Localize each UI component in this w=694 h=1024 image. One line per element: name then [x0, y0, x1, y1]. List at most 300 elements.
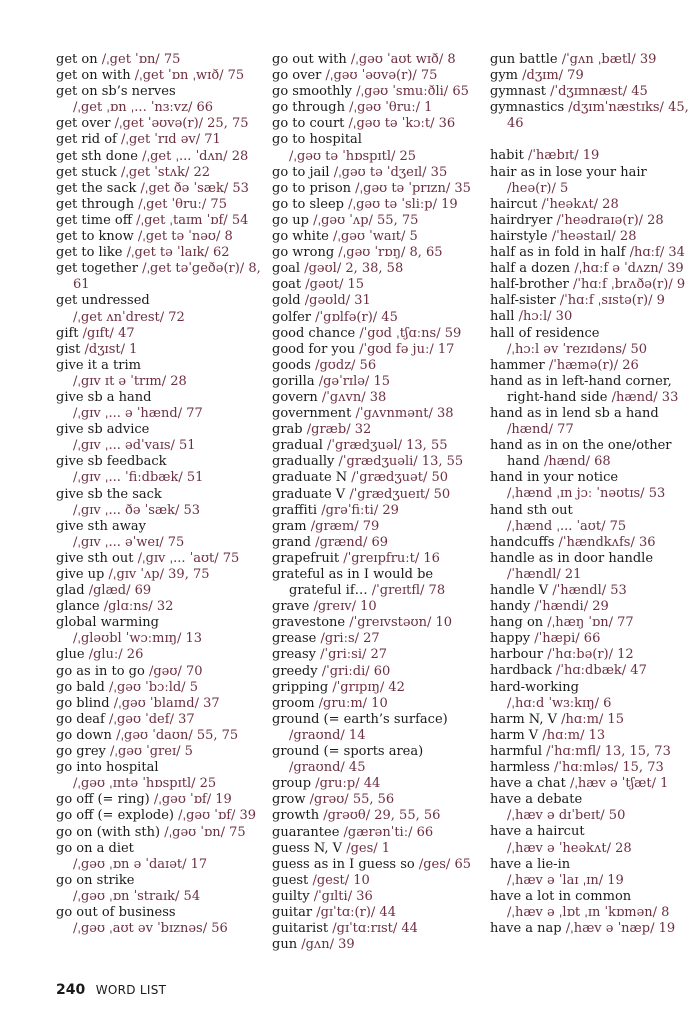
word-entry: [490, 599, 688, 615]
entry-line: [272, 583, 484, 599]
entry-line: [490, 261, 688, 277]
word-entry: [272, 68, 484, 84]
word-entry: [272, 841, 484, 857]
entry-line: [272, 374, 484, 390]
headword: have a chat: [490, 776, 566, 792]
entry-line: [272, 438, 484, 454]
headword: grab: [272, 422, 303, 438]
pronunciation: /greɪv/ 10: [313, 599, 377, 615]
word-entry: [56, 551, 262, 567]
entry-line: [272, 937, 484, 953]
word-entry: [490, 52, 688, 68]
headword: graduate V: [272, 486, 346, 502]
pronunciation: /ˌget ðə ˈsæk/ 53: [140, 180, 249, 196]
headword: harbour: [490, 647, 544, 663]
word-entry: [56, 181, 262, 197]
word-entry: [272, 808, 484, 824]
entry-line: [272, 905, 484, 921]
entry-line: [490, 165, 688, 181]
word-entry: [272, 615, 484, 631]
headword: hand as in left-hand corner,: [490, 373, 672, 389]
entry-line: [272, 261, 484, 277]
word-entry: [490, 438, 688, 470]
headword: habit: [490, 148, 524, 164]
entry-line: [272, 647, 484, 663]
word-entry: [272, 245, 484, 261]
entry-line: [272, 535, 484, 551]
headword: get to know: [56, 229, 134, 245]
pronunciation: /ˈgrɪpɪŋ/ 42: [332, 679, 405, 695]
word-entry: [490, 100, 688, 132]
headword: hand sth out: [490, 502, 573, 518]
headword: happy: [490, 631, 531, 647]
headword: growth: [272, 808, 320, 824]
headword: gun: [272, 937, 298, 953]
headword: hard-working: [490, 679, 579, 695]
headword: get undressed: [56, 293, 150, 309]
headword: harmless: [490, 760, 550, 776]
entry-line: [490, 841, 688, 857]
entry-line: [490, 293, 688, 309]
entry-line: [56, 664, 262, 680]
headword: get on sb’s nerves: [56, 84, 176, 100]
page-footer: [56, 982, 166, 998]
entry-line: [56, 149, 262, 165]
word-entry: [272, 342, 484, 358]
word-entry: [272, 165, 484, 181]
pronunciation: /ˈgɒlfə(r)/ 45: [315, 309, 398, 325]
headword: go white: [272, 229, 329, 245]
word-entry: [272, 132, 484, 164]
pronunciation: /ˈgʊd ˌtʃɑːns/ 59: [359, 325, 462, 341]
pronunciation: /ˌget ˈstʌk/ 22: [120, 164, 211, 180]
word-entry: [56, 342, 262, 358]
headword: get the sack: [56, 180, 137, 196]
entry-line: [56, 631, 262, 647]
word-entry: [56, 422, 262, 454]
pronunciation: /ˌgəʊ tə ˈsliːp/ 19: [348, 196, 458, 212]
pronunciation: /glɑːns/ 32: [103, 599, 174, 615]
headword: go on strike: [56, 872, 135, 888]
headword: have a nap: [490, 920, 562, 936]
pronunciation: /græb/ 32: [306, 422, 372, 438]
pronunciation: /ˌgɪv ˌ... ˈfiːdbæk/ 51: [73, 470, 204, 486]
word-entry: [56, 68, 262, 84]
headword: go deaf: [56, 711, 105, 727]
entry-line: [56, 744, 262, 760]
entry-line: [272, 744, 484, 760]
headword: get through: [56, 196, 135, 212]
entry-line: [272, 776, 484, 792]
pronunciation: /ˈhæpi/ 66: [534, 631, 601, 647]
headword: graduate N: [272, 470, 348, 486]
entry-line: [56, 213, 262, 229]
pronunciation: /ˌgəʊ ˈɒf/ 19: [153, 792, 232, 808]
headword: grapefruit: [272, 550, 340, 566]
entry-line: [56, 905, 262, 921]
pronunciation: /ˌhæv ə ˈlaɪ ˌɪn/ 19: [507, 872, 624, 888]
pronunciation: /gluː/ 26: [88, 647, 144, 663]
entry-line: [490, 486, 688, 502]
word-entry: [56, 261, 262, 293]
word-entry: [490, 824, 688, 856]
headword: half-sister: [490, 293, 556, 309]
headword: have a lot in common: [490, 888, 632, 904]
headword: go over: [272, 68, 322, 84]
word-entry: [272, 519, 484, 535]
word-entry: [490, 374, 688, 406]
entry-line: [272, 487, 484, 503]
word-entry: [272, 503, 484, 519]
pronunciation: /ˌgɪv ˌ... ə ˈhænd/ 77: [73, 406, 203, 422]
word-entry: [272, 197, 484, 213]
word-entry: [272, 744, 484, 776]
headword: ground (= earth’s surface): [272, 711, 448, 727]
pronunciation: /ˌhænd ˌ... ˈaʊt/ 75: [507, 518, 627, 534]
entry-line: [56, 921, 262, 937]
headword: handle as in door handle: [490, 550, 654, 566]
word-entry: [56, 615, 262, 647]
entry-line: [56, 181, 262, 197]
word-entry: [272, 181, 484, 197]
headword: harmful: [490, 743, 543, 759]
pronunciation: /ˌgəʊ tə ˈprɪzn/ 35: [355, 180, 471, 196]
pronunciation: /hɔːl/ 30: [518, 309, 573, 325]
word-entry: [490, 535, 688, 551]
entry-line: [490, 889, 688, 905]
word-entry: [272, 937, 484, 953]
pronunciation: /ˈhændi/ 29: [534, 599, 609, 615]
entry-line: [272, 792, 484, 808]
entry-line: [490, 52, 688, 68]
entry-line: [56, 776, 262, 792]
entry-line: [56, 696, 262, 712]
headword: hand as in on the one/other: [490, 438, 672, 454]
entry-line: [490, 374, 688, 390]
pronunciation: /ˌgəʊ tə ˈkɔːt/ 36: [348, 116, 456, 132]
entry-line: [272, 808, 484, 824]
word-entry: [490, 647, 688, 663]
entry-line: [56, 825, 262, 841]
pronunciation: /ˈgʌvnmənt/ 38: [355, 406, 454, 422]
pronunciation: /ˈhɑːbə(r)/ 12: [547, 647, 634, 663]
headword: handle V: [490, 583, 549, 598]
entry-line: [56, 583, 262, 599]
pronunciation: /ˌgləʊbl ˈwɔːmɪŋ/ 13: [73, 631, 203, 647]
entry-line: [490, 245, 688, 261]
headword: greasy: [272, 647, 316, 663]
pronunciation: /hænd/ 68: [543, 454, 611, 470]
pronunciation: /ˌgəʊ ˈwaɪt/ 5: [333, 229, 418, 245]
pronunciation: /ˌhænd ˌɪn jɔː ˈnəʊtɪs/ 53: [507, 486, 666, 502]
word-entry: [56, 808, 262, 824]
headword: hall of residence: [490, 325, 600, 341]
entry-line: [490, 680, 688, 696]
word-entry: [272, 535, 484, 551]
word-entry: [272, 647, 484, 663]
pronunciation: /heə(r)/ 5: [507, 180, 569, 196]
headword: glad: [56, 583, 85, 599]
headword: have a debate: [490, 792, 583, 808]
headword: hall: [490, 309, 515, 325]
word-entry: [490, 503, 688, 535]
headword: goods: [272, 357, 311, 373]
headword: go smoothly: [272, 84, 353, 100]
word-entry: [56, 358, 262, 390]
headword: have a haircut: [490, 824, 585, 840]
entry-line: [272, 422, 484, 438]
headword: give it a trim: [56, 357, 141, 373]
pronunciation: /gest/ 10: [312, 872, 370, 888]
headword: group: [272, 776, 312, 792]
word-entry: [272, 293, 484, 309]
footer-label: WORD LIST: [95, 983, 167, 997]
word-entry: [56, 197, 262, 213]
headword: hand: [507, 454, 540, 470]
pronunciation: /grəʊ/ 55, 56: [309, 792, 395, 808]
word-entry: [56, 293, 262, 325]
pronunciation: /ˈhɑːdbæk/ 47: [556, 663, 647, 679]
word-entry: [490, 760, 688, 776]
entry-line: [490, 229, 688, 245]
pronunciation: /ˌhɑːd ˈwɜːkɪŋ/ 6: [507, 695, 612, 711]
entry-line: [490, 857, 688, 873]
pronunciation: /ˈhɑːmləs/ 15, 73: [554, 760, 664, 776]
word-entry: [56, 519, 262, 551]
pronunciation: /ˌgəʊ ˈsmuːðli/ 65: [356, 84, 469, 100]
entry-line: [272, 664, 484, 680]
headword: go on (with sth): [56, 824, 161, 840]
word-entry: [490, 921, 688, 937]
word-entry: [272, 696, 484, 712]
entry-line: [56, 116, 262, 132]
pronunciation: /ˌgəʊ ˈrɒŋ/ 8, 65: [338, 245, 443, 261]
headword: grand: [272, 534, 311, 550]
pronunciation: /gəˈrɪlə/ 15: [318, 373, 390, 389]
entry-line: [272, 406, 484, 422]
pronunciation: /griːs/ 27: [320, 631, 380, 647]
pronunciation: /ˌget ˌ... ˈdʌn/ 28: [142, 148, 249, 164]
entry-line: [272, 857, 484, 873]
entry-line: [490, 905, 688, 921]
entry-line: [490, 712, 688, 728]
headword: get on with: [56, 68, 131, 84]
pronunciation: /gəʊt/ 15: [305, 277, 365, 293]
word-entry: [490, 165, 688, 197]
entry-line: [272, 454, 484, 470]
headword: govern: [272, 389, 318, 405]
pronunciation: /ˌhɔːl əv ˈrezɪdəns/ 50: [507, 341, 648, 357]
pronunciation: /ˌgəʊ ˌɒn ə ˈdaɪət/ 17: [73, 856, 208, 872]
headword: half a dozen: [490, 261, 571, 277]
pronunciation: /ˌgəʊ ˌɪntə ˈhɒspɪtl/ 25: [73, 776, 217, 792]
word-entry: [272, 487, 484, 503]
pronunciation: /ˈhæbɪt/ 19: [527, 148, 600, 164]
pronunciation: /ˌhɑːf ə ˈdʌzn/ 39: [574, 261, 684, 277]
word-entry: [490, 857, 688, 889]
headword: hand as in lend sb a hand: [490, 405, 659, 421]
word-entry: [272, 390, 484, 406]
word-entry: [56, 245, 262, 261]
word-entry: [490, 470, 688, 502]
word-entry: [56, 712, 262, 728]
headword: glance: [56, 599, 100, 615]
headword: give up: [56, 567, 105, 582]
headword: gist: [56, 341, 81, 357]
headword: get on: [56, 52, 98, 67]
pronunciation: /ˈheədraɪə(r)/ 28: [556, 212, 664, 228]
entry-line: [272, 631, 484, 647]
pronunciation: /gruːm/ 10: [318, 695, 388, 711]
entry-line: [56, 470, 262, 486]
entry-line: [490, 921, 688, 937]
word-entry: [56, 149, 262, 165]
entry-line: [490, 792, 688, 808]
word-entry: [490, 84, 688, 100]
entry-line: [272, 326, 484, 342]
headword: half as in fold in half: [490, 245, 626, 261]
word-entry: [490, 213, 688, 229]
headword: go grey: [56, 744, 106, 760]
entry-line: [490, 535, 688, 551]
headword: gorilla: [272, 373, 315, 389]
entry-line: [490, 615, 688, 631]
entry-line: [56, 342, 262, 358]
pronunciation: /ˌgɪv ˈʌp/ 39, 75: [108, 567, 210, 582]
pronunciation: /ˈgʌvn/ 38: [321, 389, 387, 405]
headword: goat: [272, 277, 302, 293]
pronunciation: /ˌhæv ə ˈtʃæt/ 1: [569, 776, 669, 792]
word-entry: [272, 358, 484, 374]
entry-line: [490, 470, 688, 486]
headword: give sb advice: [56, 422, 150, 438]
pronunciation: /ˌget ˈrɪd əv/ 71: [120, 132, 221, 148]
entry-line: [272, 599, 484, 615]
entry-line: [490, 197, 688, 213]
entry-line: [272, 68, 484, 84]
pronunciation: /ˌgɪv ɪt ə ˈtrɪm/ 28: [73, 373, 187, 389]
entry-line: [490, 309, 688, 325]
pronunciation: /ˈgrædʒueɪt/ 50: [349, 486, 451, 502]
headword: go off (= explode): [56, 808, 174, 824]
word-entry: [272, 406, 484, 422]
entry-line: [272, 149, 484, 165]
word-entry: [490, 889, 688, 921]
word-entry: [272, 422, 484, 438]
headword: haircut: [490, 196, 538, 212]
entry-line: [56, 293, 262, 309]
entry-line: [490, 567, 688, 583]
entry-line: [272, 213, 484, 229]
entry-line: [490, 599, 688, 615]
word-entry: [56, 390, 262, 422]
entry-line: [56, 229, 262, 245]
pronunciation: /ˌgəʊ ˈgreɪ/ 5: [110, 744, 193, 760]
entry-line: [272, 470, 484, 486]
headword: half-brother: [490, 277, 569, 293]
entry-line: [272, 889, 484, 905]
pronunciation: /grəˈfiːti/ 29: [321, 502, 399, 518]
pronunciation: /hɑːf/ 34: [629, 245, 685, 261]
word-entry: [490, 663, 688, 679]
pronunciation: /græm/ 79: [310, 518, 380, 534]
headword: give sb a hand: [56, 389, 152, 405]
headword: gram: [272, 518, 307, 534]
headword: go through: [272, 100, 345, 116]
word-entry: [272, 776, 484, 792]
pronunciation: /ˈgreɪtfl/ 78: [371, 583, 446, 599]
pronunciation: /ˌhæv ə ˌlɒt ˌɪn ˈkɒmən/ 8: [507, 904, 670, 920]
entry-line: [272, 567, 484, 583]
pronunciation: /ˈgriːdi/ 60: [321, 663, 391, 679]
headword: go to prison: [272, 180, 352, 196]
word-entry: [490, 680, 688, 712]
headword: go as in to go: [56, 663, 145, 679]
word-entry: [56, 599, 262, 615]
headword: grateful as in I would be: [272, 567, 434, 582]
entry-line: [272, 165, 484, 181]
word-entry: [490, 293, 688, 309]
entry-line: [490, 760, 688, 776]
entry-line: [272, 760, 484, 776]
word-entry: [56, 84, 262, 116]
entry-line: [56, 390, 262, 406]
word-entry: [490, 358, 688, 374]
pronunciation: /ˌhæv ə ˈnæp/ 19: [565, 920, 676, 936]
entry-line: [56, 406, 262, 422]
entry-line: [490, 454, 688, 470]
entry-line: [272, 551, 484, 567]
headword: go to court: [272, 116, 345, 132]
word-entry: [56, 905, 262, 937]
word-entry: [272, 631, 484, 647]
pronunciation: /gʌn/ 39: [301, 937, 355, 953]
pronunciation: /ˌgəʊ ˌɒn ˈstraɪk/ 54: [73, 888, 201, 904]
word-entry: [490, 744, 688, 760]
word-entry: [56, 583, 262, 599]
pronunciation: /graʊnd/ 14: [289, 727, 366, 743]
headword: guess as in I guess so: [272, 856, 415, 872]
headword: gradual: [272, 438, 323, 454]
word-entry: [272, 454, 484, 470]
word-entry: [272, 438, 484, 454]
page-number: 240: [56, 982, 86, 998]
pronunciation: /ˈhɑːmfl/ 13, 15, 73: [546, 743, 671, 759]
word-entry: [490, 68, 688, 84]
pronunciation: /gɪˈtɑː(r)/ 44: [316, 904, 396, 920]
word-entry: [490, 583, 688, 599]
headword: good chance: [272, 325, 356, 341]
word-entry: [272, 84, 484, 100]
pronunciation: /ˈhændl/ 53: [552, 583, 627, 598]
entry-line: [272, 841, 484, 857]
pronunciation: /ˈhændl/ 21: [507, 566, 582, 582]
pronunciation: /glæd/ 69: [88, 583, 152, 599]
entry-line: [56, 454, 262, 470]
column-3: [490, 52, 688, 937]
entry-line: [56, 535, 262, 551]
headword: grave: [272, 599, 310, 615]
word-entry: [56, 213, 262, 229]
pronunciation: /ˌgəʊ tə ˈdʒeɪl/ 35: [333, 164, 448, 180]
headword: gift: [56, 325, 79, 341]
pronunciation: /ˌgəʊ ˈɒn/ 75: [164, 824, 246, 840]
entry-line: [490, 277, 688, 293]
headword: graffiti: [272, 502, 318, 518]
pronunciation: /ˈhɑːf ˌbrʌðə(r)/ 9: [573, 277, 686, 293]
entry-line: [56, 760, 262, 776]
pronunciation: /ˌgɪv ˌ... ðə ˈsæk/ 53: [73, 502, 201, 518]
